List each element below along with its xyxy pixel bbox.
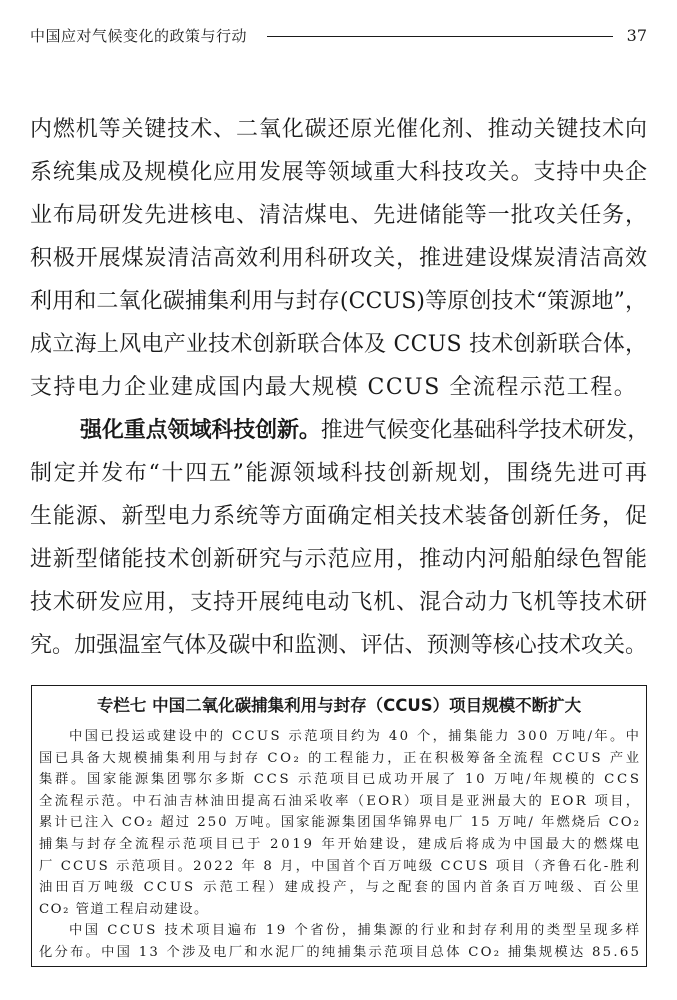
sidebar-box bbox=[31, 685, 647, 967]
box-paragraph-line bbox=[39, 726, 642, 748]
box-text: 中国 CCUS 技术项目遍布 19 个省份，捕集源的行业和封存利用的类型呈现多样 bbox=[69, 923, 642, 939]
running-header bbox=[30, 22, 647, 48]
paragraph-line: 利用和二氧化碳捕集利用与封存(CCUS)等原创技术“策源地”， bbox=[30, 289, 648, 314]
paragraph-line: 业布局研发先进核电、清洁煤电、先进储能等一批攻关任务， bbox=[30, 203, 648, 228]
page-number: 37 bbox=[626, 25, 647, 45]
paragraph-text: 推进气候变化基础科学技术研发， bbox=[320, 418, 650, 443]
paragraph-line: 究。加强温室气体及碳中和监测、评估、预测等核心技术攻关。 bbox=[30, 633, 648, 658]
header-rule bbox=[267, 36, 613, 37]
paragraph-line: 进新型储能技术创新研究与示范应用，推动内河船舶绿色智能 bbox=[30, 547, 648, 572]
box-paragraph-line: 厂 CCUS 示范项目。2022 年 8 月，中国首个百万吨级 CCUS 项目（齐鲁石化-胜利 bbox=[39, 858, 642, 874]
section-lead-heading: 强化重点领域科技创新。 bbox=[80, 418, 321, 443]
box-paragraph-line: 累计已注入 CO₂ 超过 250 万吨。国家能源集团国华锦界电厂 15 万吨/ 年燃烧后 CO₂ bbox=[39, 815, 642, 831]
paragraph-line: 系统集成及规模化应用发展等领域重大科技攻关。支持中央企 bbox=[30, 160, 648, 185]
paragraph-line: 内燃机等关键技术、二氧化碳还原光催化剂、推动关键技术向 bbox=[30, 117, 648, 142]
box-title: 专栏七 中国二氧化碳捕集利用与封存（CCUS）项目规模不断扩大 bbox=[96, 696, 582, 715]
box-paragraph-line: CO₂ 管道工程启动建设。 bbox=[39, 901, 209, 917]
header-title: 中国应对气候变化的政策与行动 bbox=[30, 26, 248, 45]
box-paragraph-line: 集群。国家能源集团鄂尔多斯 CCS 示范项目已成功开展了 10 万吨/年规模的 CCS bbox=[39, 772, 642, 788]
paragraph-line: 成立海上风电产业技术创新联合体及 CCUS 技术创新联合体， bbox=[30, 332, 648, 357]
box-paragraph-line bbox=[39, 920, 642, 942]
box-paragraph-line: 捕集与封存全流程示范项目已于 2019 年开始建设，建成后将成为中国最大的燃煤电 bbox=[39, 836, 642, 852]
box-paragraph-line: 油田百万吨级 CCUS 示范工程）建成投产，与之配套的国内首条百万吨级、百公里 bbox=[39, 880, 642, 896]
box-paragraph-line: 化分布。中国 13 个涉及电厂和水泥厂的纯捕集示范项目总体 CO₂ 捕集规模达 85.65 bbox=[39, 944, 642, 960]
body-text bbox=[30, 108, 650, 667]
box-paragraph-line: 国已具备大规模捕集利用与封存 CO₂ 的工程能力，正在积极筹备全流程 CCUS 产业 bbox=[39, 750, 642, 766]
paragraph-line: 支持电力企业建成国内最大规模 CCUS 全流程示范工程。 bbox=[30, 375, 638, 400]
paragraph-line: 生能源、新型电力系统等方面确定相关技术装备创新任务，促 bbox=[30, 504, 648, 529]
box-text: 中国已投运或建设中的 CCUS 示范项目约为 40 个，捕集能力 300 万吨/年。中 bbox=[69, 729, 642, 744]
paragraph-line: 技术研发应用，支持开展纯电动飞机、混合动力飞机等技术研 bbox=[30, 590, 648, 615]
paragraph-line: 积极开展煤炭清洁高效利用科研攻关，推进建设煤炭清洁高效 bbox=[30, 246, 648, 271]
paragraph-line bbox=[30, 409, 650, 452]
box-paragraph-line: 全流程示范。中石油吉林油田提高石油采收率（EOR）项目是亚洲最大的 EOR 项目， bbox=[39, 793, 642, 809]
paragraph-line: 制定并发布“十四五”能源领域科技创新规划，围绕先进可再 bbox=[30, 461, 649, 486]
